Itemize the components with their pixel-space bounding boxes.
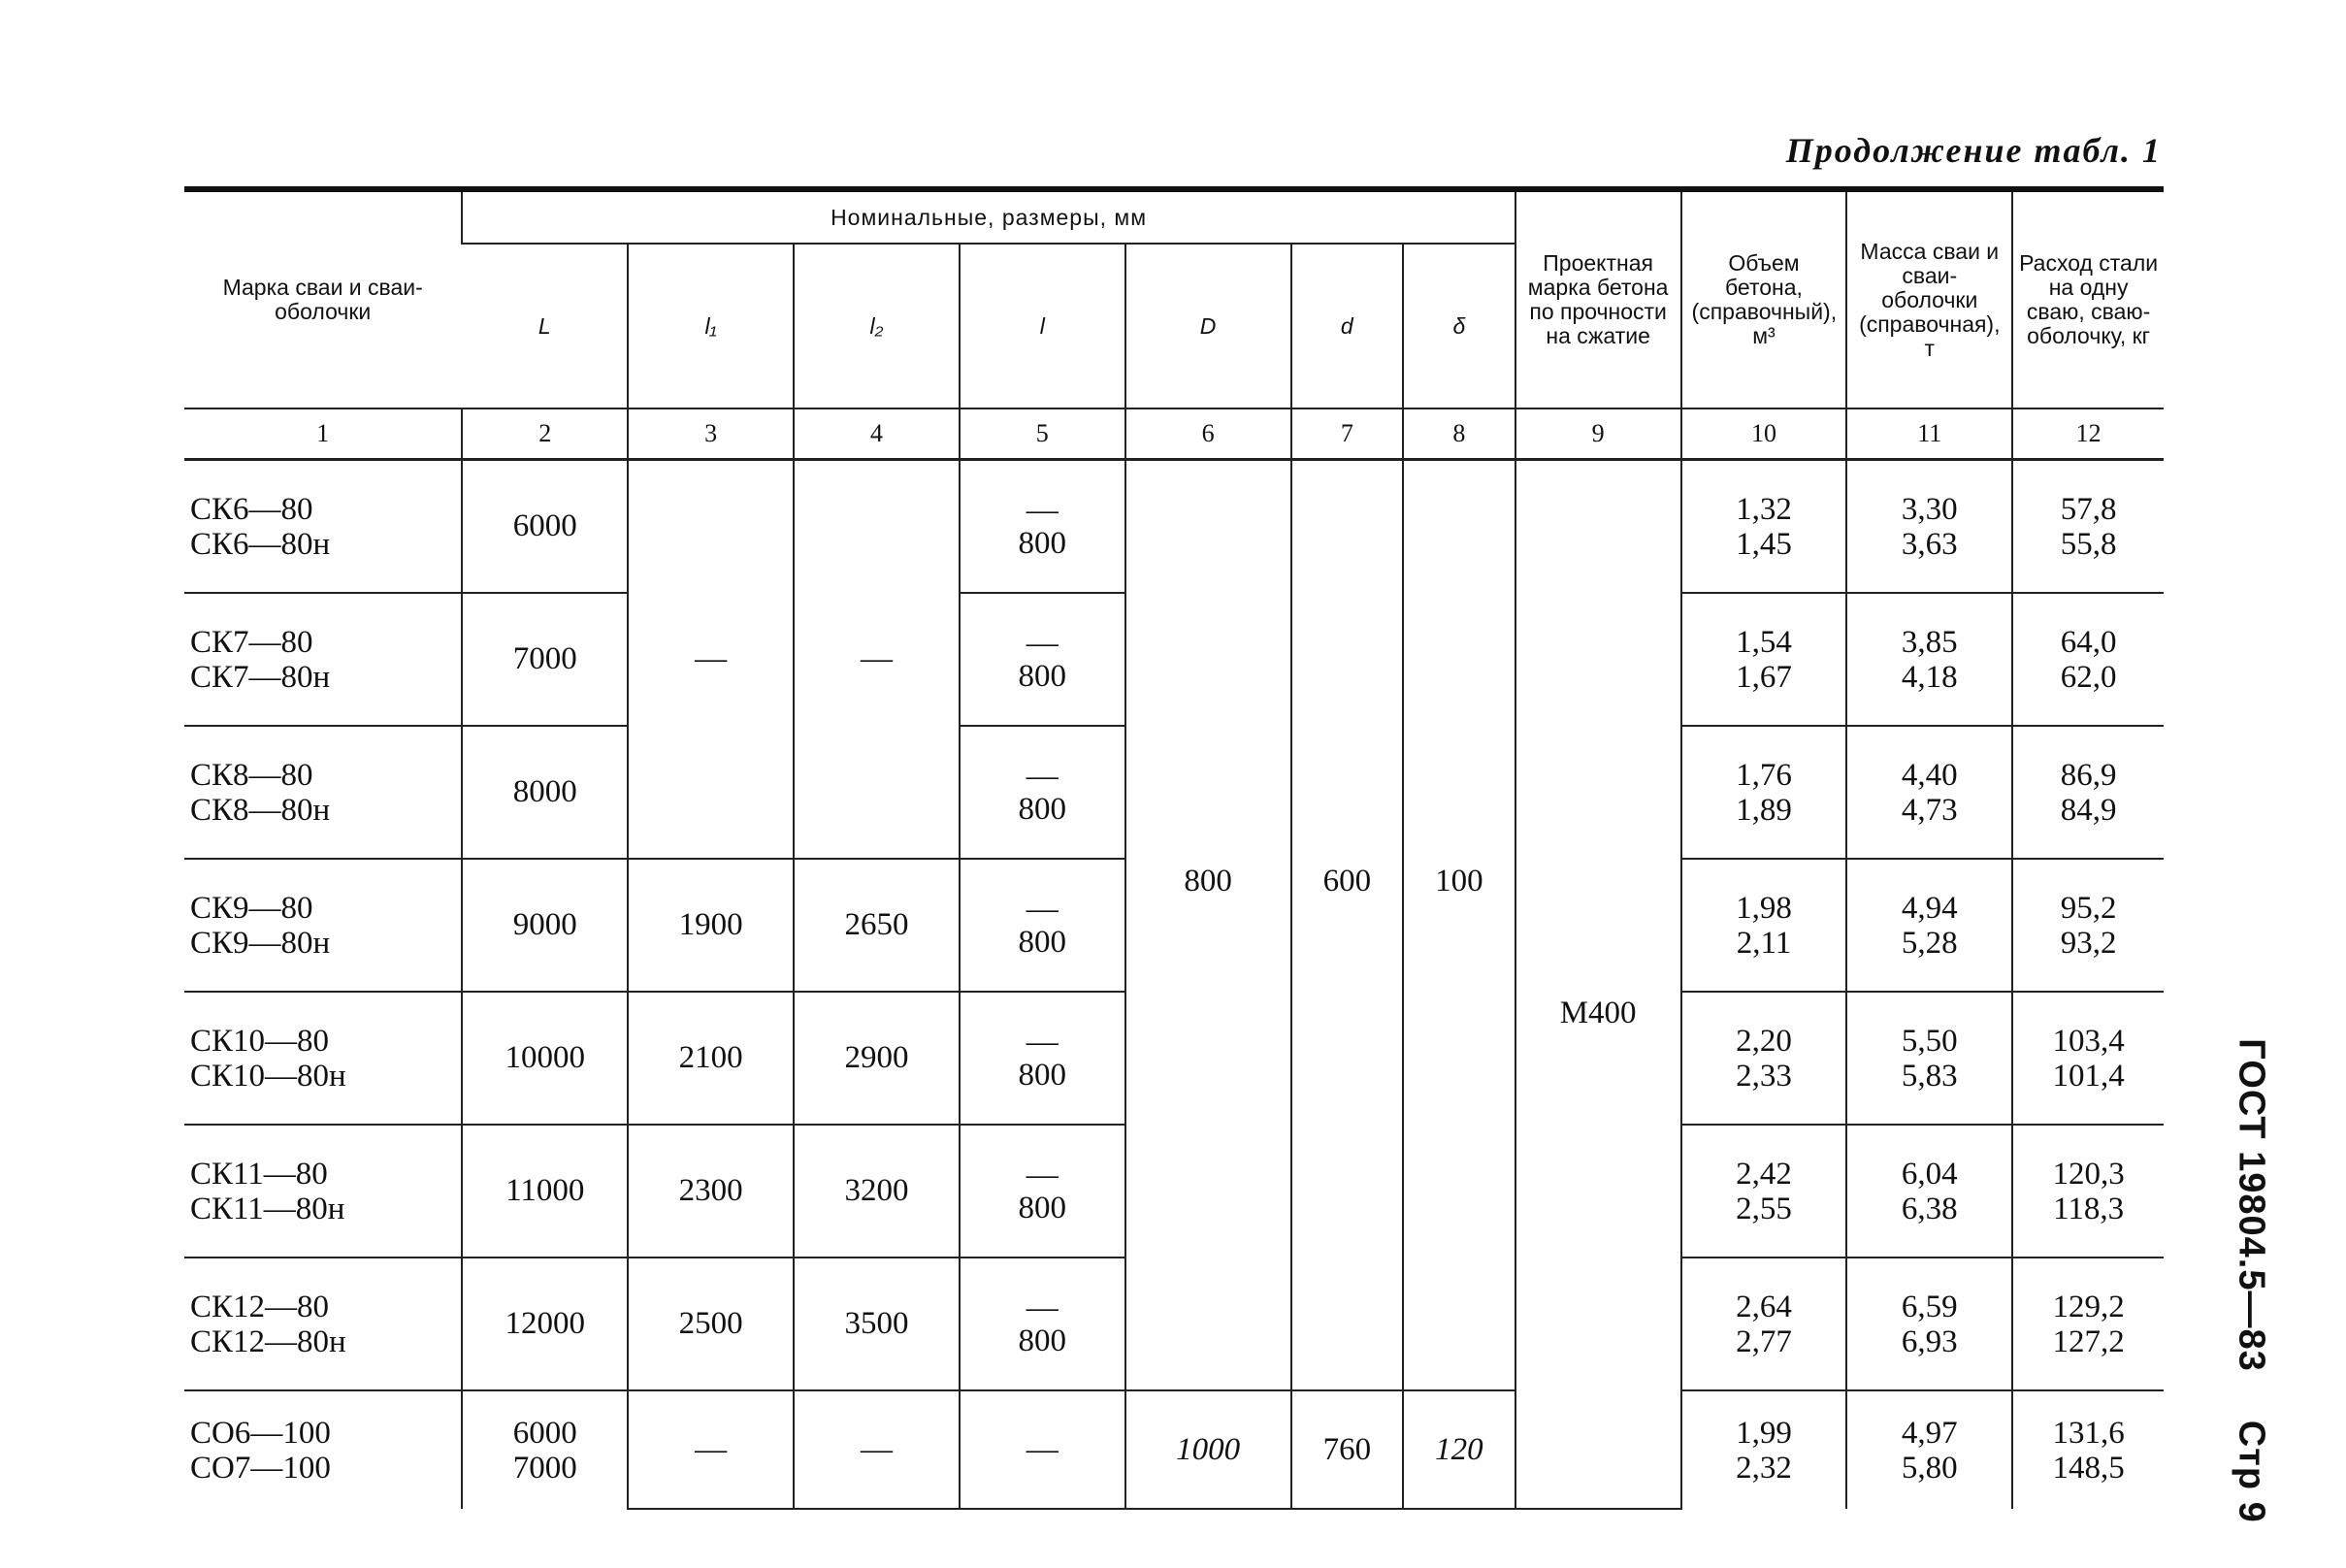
cell-steel-line: 148,5 bbox=[2052, 1450, 2125, 1486]
cell-steel bbox=[2012, 593, 2164, 726]
pile-mark bbox=[184, 1390, 462, 1509]
cell-l1: 2100 bbox=[628, 992, 794, 1125]
col-number: 6 bbox=[1125, 408, 1291, 460]
cell-steel-line: 95,2 bbox=[2060, 890, 2117, 926]
pile-mark-line: СО7—100 bbox=[190, 1450, 331, 1486]
cell-steel-line: 62,0 bbox=[2060, 659, 2117, 695]
cell-l1: — bbox=[628, 460, 794, 860]
cell-l1: 2300 bbox=[628, 1125, 794, 1258]
col-number: 11 bbox=[1846, 408, 2012, 460]
cell-steel-line: 93,2 bbox=[2060, 925, 2117, 961]
cell-mass bbox=[1846, 992, 2012, 1125]
cell-delta: 100 bbox=[1403, 460, 1515, 1391]
cell-l-line: 800 bbox=[1018, 1057, 1067, 1093]
cell-l bbox=[960, 726, 1125, 859]
cell-volume-line: 1,76 bbox=[1736, 757, 1792, 793]
cell-steel-line: 120,3 bbox=[2052, 1156, 2125, 1192]
cell-concrete-grade: М400 bbox=[1515, 460, 1681, 1510]
cell-l2: — bbox=[794, 1390, 960, 1509]
page-number: Стр 9 bbox=[2231, 1420, 2272, 1523]
cell-volume bbox=[1681, 1390, 1847, 1509]
cell-l-line: — bbox=[1026, 1024, 1059, 1060]
cell-mass-line: 6,59 bbox=[1901, 1289, 1958, 1324]
pile-mark-line: СК9—80н bbox=[190, 925, 331, 961]
piles-table bbox=[184, 186, 2164, 1510]
col-number: 12 bbox=[2012, 408, 2164, 460]
cell-l-line: — bbox=[1026, 625, 1059, 661]
cell-steel bbox=[2012, 1125, 2164, 1258]
cell-steel-line: 127,2 bbox=[2052, 1323, 2125, 1359]
cell-steel bbox=[2012, 1258, 2164, 1390]
cell-l2: 2650 bbox=[794, 859, 960, 992]
table-row bbox=[184, 460, 2164, 594]
pile-mark-line: СК11—80 bbox=[190, 1156, 328, 1192]
cell-steel bbox=[2012, 460, 2164, 594]
header-delta: δ bbox=[1403, 244, 1515, 408]
table-caption: Продолжение табл. 1 bbox=[1785, 131, 2162, 170]
pile-mark-line: СК9—80 bbox=[190, 890, 313, 926]
pile-mark-line: СК12—80н bbox=[190, 1323, 346, 1359]
cell-volume-line: 2,11 bbox=[1736, 925, 1792, 961]
cell-steel-line: 55,8 bbox=[2060, 526, 2117, 562]
cell-steel bbox=[2012, 726, 2164, 859]
col-number: 8 bbox=[1403, 408, 1515, 460]
cell-l2: 3200 bbox=[794, 1125, 960, 1258]
cell-mass bbox=[1846, 859, 2012, 992]
cell-L: 7000 bbox=[462, 593, 628, 726]
cell-steel bbox=[2012, 1390, 2164, 1509]
cell-mass bbox=[1846, 1258, 2012, 1390]
cell-L: 11000 bbox=[462, 1125, 628, 1258]
cell-L: 12000 bbox=[462, 1258, 628, 1390]
cell-volume-line: 1,67 bbox=[1736, 659, 1792, 695]
cell-l1: — bbox=[628, 1390, 794, 1509]
cell-l-line: 800 bbox=[1018, 791, 1067, 827]
pile-mark bbox=[184, 726, 462, 859]
cell-D: 800 bbox=[1125, 460, 1291, 1391]
cell-mass bbox=[1846, 593, 2012, 726]
cell-l-line: — bbox=[1026, 1157, 1059, 1192]
cell-steel-line: 64,0 bbox=[2060, 624, 2117, 660]
cell-l-line: 800 bbox=[1018, 525, 1067, 561]
pile-mark-line: СК7—80 bbox=[190, 624, 313, 660]
cell-l-line: — bbox=[1026, 492, 1059, 528]
cell-l-line: — bbox=[1026, 758, 1059, 794]
cell-mass-line: 6,04 bbox=[1901, 1156, 1958, 1192]
cell-L: 6000 bbox=[462, 460, 628, 594]
cell-l bbox=[960, 992, 1125, 1125]
cell-steel-line: 101,4 bbox=[2052, 1058, 2125, 1094]
cell-volume-line: 2,42 bbox=[1736, 1156, 1792, 1192]
cell-mass bbox=[1846, 1125, 2012, 1258]
cell-d: 600 bbox=[1291, 460, 1404, 1391]
pile-mark bbox=[184, 593, 462, 726]
cell-mass-line: 3,63 bbox=[1901, 526, 1958, 562]
cell-L: 10000 bbox=[462, 992, 628, 1125]
cell-volume-line: 2,33 bbox=[1736, 1058, 1792, 1094]
pile-mark-line: СК11—80н bbox=[190, 1191, 345, 1226]
cell-steel-line: 118,3 bbox=[2053, 1191, 2125, 1226]
cell-mass-line: 4,97 bbox=[1901, 1415, 1958, 1451]
cell-volume bbox=[1681, 593, 1847, 726]
pile-mark-line: СО6—100 bbox=[190, 1415, 331, 1451]
pile-mark-line: СК6—80 bbox=[190, 491, 313, 527]
cell-l bbox=[960, 1125, 1125, 1258]
cell-l2: — bbox=[794, 460, 960, 860]
cell-steel-line: 84,9 bbox=[2060, 792, 2117, 828]
cell-l-line: — bbox=[1026, 891, 1059, 927]
cell-L bbox=[462, 1390, 628, 1509]
cell-mass bbox=[1846, 1390, 2012, 1509]
cell-mass-line: 3,30 bbox=[1901, 491, 1958, 527]
cell-volume bbox=[1681, 726, 1847, 859]
side-label bbox=[2183, 1029, 2319, 1533]
cell-mass-line: 6,38 bbox=[1901, 1191, 1958, 1226]
pile-mark-line: СК8—80 bbox=[190, 757, 313, 793]
cell-d: 760 bbox=[1291, 1390, 1404, 1509]
cell-l1: 1900 bbox=[628, 859, 794, 992]
header-d: d bbox=[1291, 244, 1404, 408]
cell-volume bbox=[1681, 992, 1847, 1125]
cell-L: 8000 bbox=[462, 726, 628, 859]
cell-mass-line: 5,83 bbox=[1901, 1058, 1958, 1094]
pile-mark bbox=[184, 1125, 462, 1258]
header-mark: Марка сваи и сваи-оболочки bbox=[222, 275, 423, 324]
cell-steel-line: 103,4 bbox=[2052, 1023, 2125, 1059]
standard-number: ГОСТ 19804.5—83 bbox=[2231, 1038, 2272, 1372]
header-steel: Расход стали на одну сваю, сваю-оболочку, кг bbox=[2012, 189, 2164, 408]
cell-volume-line: 1,32 bbox=[1736, 491, 1792, 527]
cell-l bbox=[960, 460, 1125, 594]
cell-mass-line: 4,18 bbox=[1901, 659, 1958, 695]
cell-l bbox=[960, 859, 1125, 992]
cell-mass-line: 5,80 bbox=[1901, 1450, 1958, 1486]
col-number: 1 bbox=[184, 408, 462, 460]
cell-volume bbox=[1681, 859, 1847, 992]
cell-volume-line: 1,99 bbox=[1736, 1415, 1792, 1451]
cell-l bbox=[960, 593, 1125, 726]
header-l2: l₂ bbox=[794, 244, 960, 408]
cell-volume bbox=[1681, 460, 1847, 594]
cell-l2: 3500 bbox=[794, 1258, 960, 1390]
col-number: 2 bbox=[462, 408, 628, 460]
pile-mark-line: СК10—80 bbox=[190, 1023, 330, 1059]
cell-L: 9000 bbox=[462, 859, 628, 992]
cell-volume-line: 2,64 bbox=[1736, 1289, 1792, 1324]
cell-l-line: — bbox=[1026, 1290, 1059, 1325]
cell-mass bbox=[1846, 726, 2012, 859]
cell-mass-line: 5,50 bbox=[1901, 1023, 1958, 1059]
cell-l-line: 800 bbox=[1018, 1323, 1067, 1358]
cell-volume-line: 1,89 bbox=[1736, 792, 1792, 828]
col-number: 9 bbox=[1515, 408, 1681, 460]
cell-volume-line: 2,32 bbox=[1736, 1450, 1792, 1486]
cell-volume bbox=[1681, 1258, 1847, 1390]
header-concrete-grade: Проектная марка бетона по прочности на сжатие bbox=[1515, 189, 1681, 408]
cell-mass-line: 6,93 bbox=[1901, 1323, 1958, 1359]
pile-mark bbox=[184, 992, 462, 1125]
cell-steel bbox=[2012, 859, 2164, 992]
pile-mark-line: СК6—80н bbox=[190, 526, 331, 562]
cell-steel-line: 57,8 bbox=[2060, 491, 2117, 527]
column-numbers-row bbox=[184, 408, 2164, 460]
cell-steel-line: 131,6 bbox=[2052, 1415, 2125, 1451]
cell-steel-line: 86,9 bbox=[2060, 757, 2117, 793]
cell-mass-line: 3,85 bbox=[1901, 624, 1958, 660]
cell-D: 1000 bbox=[1125, 1390, 1291, 1509]
cell-L-line: 6000 bbox=[512, 1415, 577, 1451]
cell-volume-line: 2,55 bbox=[1736, 1191, 1792, 1226]
pile-mark-line: СК10—80н bbox=[190, 1058, 346, 1094]
col-number: 10 bbox=[1681, 408, 1847, 460]
cell-volume bbox=[1681, 1125, 1847, 1258]
pile-mark bbox=[184, 460, 462, 594]
cell-l1: 2500 bbox=[628, 1258, 794, 1390]
header-mass: Масса сваи и сваи-оболочки (справочная), т bbox=[1846, 189, 2012, 408]
pile-mark-line: СК8—80н bbox=[190, 792, 331, 828]
cell-volume-line: 1,45 bbox=[1736, 526, 1792, 562]
col-number: 3 bbox=[628, 408, 794, 460]
pile-mark bbox=[184, 1258, 462, 1390]
cell-l-line: 800 bbox=[1018, 1190, 1067, 1225]
col-number: 4 bbox=[794, 408, 960, 460]
cell-l-line: 800 bbox=[1018, 924, 1067, 960]
cell-L-line: 7000 bbox=[512, 1450, 577, 1486]
header-volume: Объем бетона, (справочный), м³ bbox=[1681, 189, 1847, 408]
header-l: l bbox=[960, 244, 1125, 408]
header-l1: l₁ bbox=[628, 244, 794, 408]
cell-steel bbox=[2012, 992, 2164, 1125]
cell-delta: 120 bbox=[1403, 1390, 1515, 1509]
cell-mass-line: 4,40 bbox=[1901, 757, 1958, 793]
cell-volume-line: 2,20 bbox=[1736, 1023, 1792, 1059]
cell-mass bbox=[1846, 460, 2012, 594]
cell-l-line: 800 bbox=[1018, 658, 1067, 694]
pile-mark bbox=[184, 859, 462, 992]
header-D: D bbox=[1125, 244, 1291, 408]
cell-volume-line: 2,77 bbox=[1736, 1323, 1792, 1359]
table-row bbox=[184, 1390, 2164, 1509]
cell-volume-line: 1,54 bbox=[1736, 624, 1792, 660]
header-nominal-sizes: Номинальные, размеры, мм bbox=[462, 189, 1515, 244]
cell-mass-line: 5,28 bbox=[1901, 925, 1958, 961]
cell-mass-line: 4,73 bbox=[1901, 792, 1958, 828]
col-number: 7 bbox=[1291, 408, 1404, 460]
col-number: 5 bbox=[960, 408, 1125, 460]
cell-volume-line: 1,98 bbox=[1736, 890, 1792, 926]
cell-mass-line: 4,94 bbox=[1901, 890, 1958, 926]
pile-mark-line: СК12—80 bbox=[190, 1289, 330, 1324]
cell-l2: 2900 bbox=[794, 992, 960, 1125]
header-L: L bbox=[538, 312, 551, 339]
pile-mark-line: СК7—80н bbox=[190, 659, 331, 695]
cell-steel-line: 129,2 bbox=[2052, 1289, 2125, 1324]
cell-l bbox=[960, 1258, 1125, 1390]
cell-l: — bbox=[960, 1390, 1125, 1509]
